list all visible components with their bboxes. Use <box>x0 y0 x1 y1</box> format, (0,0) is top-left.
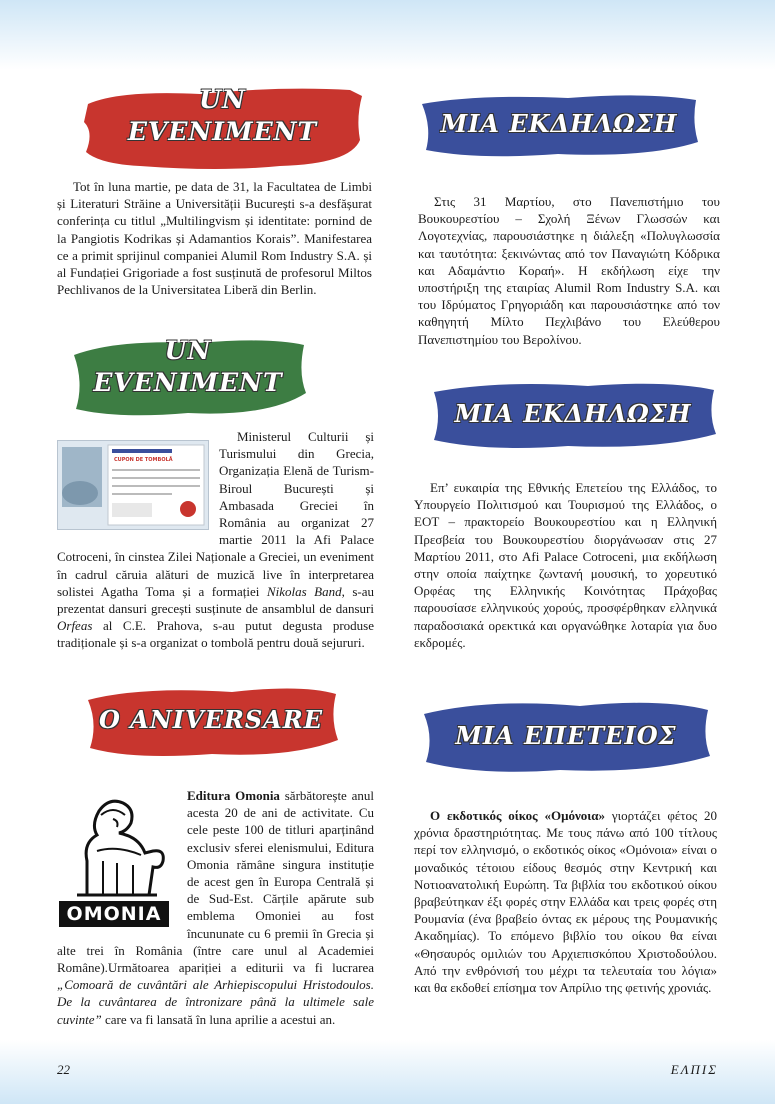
banner-title: ΜΙΑ ΕΠΕΤΕΙΟΣ <box>455 721 677 750</box>
page-number: 22 <box>57 1062 70 1077</box>
article-ro-2: CUPON DE TOMBOLĂ Ministerul Culturii și Turismului din Grecia, Organizația Elenă de Turism-Biroul București și Ambasada Greciei în România au organizat 27 martie 2011 la Afi Palace Cotroceni, în cinstea Zilei Naționale a Greciei, un eveniment în cadrul căruia alături de muzică live în interpretarea solistei Agatha Toma și a formației Nikolas Band, s-au prezentat dansuri grecești susținute de ansamblul de dansuri Orfeas al C.E. Prahova, s-au putut degusta produse tradiționale și s-a organizat o tombolă pentru două sejururi. <box>57 429 374 651</box>
banner-title: ΜΙΑ ΕΚΔΗΛΩΣΗ <box>454 399 692 428</box>
article-gr-1: Στις 31 Μαρτίου, στο Πανεπιστήμιο του Βουκουρεστίου – Σχολή Ξένων Γλωσσών και Λογοτεχνίας, παρουσιάστηκε η διάλεξη «Πολυγλωσσία και ταυτότητα: ξεκινώντας από τον Παναγιώτη Κόδρικα και Αδαμάντιο Κοραή». Η εκδήλωση είχε την υποστήριξη της εταιρίας Alumil Rom Industry S.A. και του Ιδρύματος Γρηγοριάδη και παρουσιάστηκε από τον καθηγητή Μίλτο Πεχλιβάνο του Ελεύθερου Πανεπιστημίου του Βερολίνου. <box>418 194 720 347</box>
omonia-logo-text: OMONIA <box>59 901 169 927</box>
article-gr-3: Ο εκδοτικός οίκος «Ομόνοια» γιορτάζει φέτος 20 χρόνια δραστηριότητας. Με τους πάνω από 100 τίτλους περί τον ελληνισμό, ο εκδοτικός οίκος «Ομόνοια» είναι ο μοναδικός τέτοιου είδους θεσμός στην Κεντρική και Νοτιοανατολική Ευρώπη. Τα βιβλία του εκδοτικού οίκου βραβεύτηκαν έξι φορές στην Ελλάδα και τρεις φορές στη Ρουμανία (ένα βραβείο όντας εκ μέρους της Ρουμανικής Ακαδημίας). Το επόμενο βιβλίο του οίκου θα είναι «Θησαυρός ομιλιών του Αρχιεπισκόπου Χριστοδούλου. Από την ενθρόνισή του μέχρι τα τελευταία του λόγια» και θα εκδοθεί επίσημα τον Απρίλιο της φετινής χρονιάς. <box>414 808 717 996</box>
banner-mia-epeteios <box>420 696 712 776</box>
banner-mia-ekdilosi-1 <box>418 92 700 160</box>
banner-o-aniversare <box>82 684 340 760</box>
banner-un-eveniment-green <box>68 333 308 421</box>
banner-un-eveniment-red <box>80 82 365 174</box>
article-ro-3: OMONIA Editura Omonia sărbătorește anul acesta 20 de ani de activitate. Cu cele peste 100 de titluri aparținând exclusiv sferei elenismului, Editura Omonia rămâne singura instituție de acest gen în Europa Centrală și de Sud-Est. Cărțile apărute sub emblema Omoniei au fost încununate cu 6 premii în Grecia și alte trei în România (între care unul al Academiei Române).Următoarea apariției a editurii va fi lucrarea „Comoară de cuvântări ale Arhiepiscopului Hristodoulos. De la cuvântarea de întronizare până la ultimele sale cuvinte” care va fi lansată în luna aprilie a acestui an. <box>57 788 375 1027</box>
article-ro-1: Tot în luna martie, pe data de 31, la Facultatea de Limbi și Literaturi Străine a Universității București s-a desfășurat conferința cu titlul „Multilingvism și identitate: pornind de la Pangiotis Kodrikas și Adamantios Korais”. Manifestarea ce a primit sprijinul companiei Alumil Rom Industry S.A. și al Fundației Grigoriade a fost susținută de profesorul Miltos Pechlivanos de la Universitatea Liberă din Berlin. <box>57 179 372 298</box>
coupon-heading: CUPON DE TOMBOLĂ <box>114 457 173 463</box>
banner-title: O ANIVERSARE <box>98 705 324 734</box>
banner-title: UN EVENIMENT <box>93 336 283 397</box>
sphinx-emblem-icon <box>57 791 175 901</box>
banner-title: UN EVENIMENT <box>127 85 318 146</box>
omonia-logo <box>57 791 175 929</box>
ticket-coupon-image <box>57 440 209 530</box>
magazine-title: ΕΛΠΙΣ <box>670 1062 718 1077</box>
banner-title: ΜΙΑ ΕΚΔΗΛΩΣΗ <box>440 109 678 138</box>
article-gr-2: Επ’ ευκαιρία της Εθνικής Επετείου της Ελλάδος, το Υπουργείο Πολιτισμού και Τουρισμού της Ελλάδος, ο ΕΟΤ – πρακτορείο Βουκουρεστίου και η Ελληνική Πρεσβεία του Βουκουρεστίου διοργάνωσαν στις 27 Μαρτίου 2011, στο Afi Palace Cotroceni, μια εκδήλωση στην οποία παίχτηκε ζωντανή μουσική, το χορευτικό Ορφέας της Ελληνικής Κοινότητας Πράχοβας παρουσίασε ελληνικούς χορούς, προσφέρθηκαν ελληνικά παραδοσιακά ορεκτικά και οργανώθηκε λοταρία για δυο εκδρομές. <box>414 480 717 650</box>
banner-mia-ekdilosi-2 <box>428 378 718 452</box>
